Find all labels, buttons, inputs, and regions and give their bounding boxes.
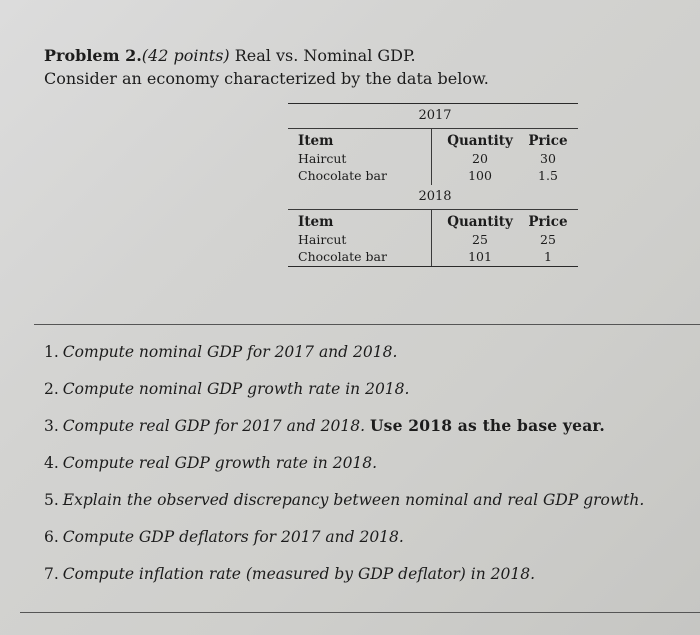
question-text: Compute nominal GDP for 2017 and 2018. (62, 343, 398, 361)
table-cell: 25 (472, 232, 488, 247)
problem-title: Real vs. Nominal GDP. (229, 46, 416, 65)
year-label-2018: 2018 (418, 189, 452, 204)
price-column-2017 (522, 133, 574, 184)
question-number: 5. (44, 491, 59, 509)
question-number: 3. (44, 417, 59, 435)
quantity-column-2017 (444, 133, 516, 184)
table-cell: Chocolate bar (298, 168, 387, 183)
table-cell: 20 (472, 151, 488, 166)
year-block-2017 (288, 129, 578, 185)
problem-title-line (44, 44, 489, 67)
table-bottom-rule (288, 266, 578, 267)
question-number: 4. (44, 454, 59, 472)
question-text: Compute real GDP growth rate in 2018. (62, 454, 378, 472)
header-item: Item (298, 214, 334, 230)
table-cell: 25 (540, 232, 556, 247)
table-cell: 101 (468, 249, 492, 264)
table-cell: Chocolate bar (298, 249, 387, 264)
header-quantity: Quantity (447, 214, 513, 230)
problem-points: (42 points) (141, 46, 230, 65)
list-item (44, 378, 644, 415)
question-number: 2. (44, 380, 59, 398)
problem-header (44, 44, 489, 90)
price-column-2018 (522, 214, 574, 265)
list-item (44, 341, 644, 378)
year-block-2018 (288, 210, 578, 266)
header-quantity: Quantity (447, 133, 513, 149)
question-text: Compute real GDP for 2017 and 2018. (62, 417, 366, 435)
list-item (44, 526, 644, 563)
column-divider (431, 129, 432, 185)
question-number: 7. (44, 565, 59, 583)
question-text: Compute GDP deflators for 2017 and 2018. (62, 528, 404, 546)
question-number: 1. (44, 343, 59, 361)
header-price: Price (528, 214, 568, 230)
question-list (44, 341, 644, 600)
data-table (288, 103, 578, 267)
column-divider (431, 210, 432, 266)
header-price: Price (528, 133, 568, 149)
problem-label: Problem 2. (44, 46, 142, 65)
question-text: Compute inflation rate (measured by GDP deflator) in 2018. (62, 565, 536, 583)
quantity-column-2018 (444, 214, 516, 265)
table-cell: 1.5 (538, 168, 558, 183)
question-text: Explain the observed discrepancy between nominal and real GDP growth. (62, 491, 645, 509)
list-item (44, 452, 644, 489)
header-item: Item (298, 133, 334, 149)
list-item (44, 489, 644, 526)
problem-intro: Consider an economy characterized by the data below. (44, 69, 489, 88)
year-label-2017: 2017 (418, 108, 452, 123)
section-divider (34, 324, 700, 325)
table-cell: 1 (544, 249, 552, 264)
table-cell: Haircut (298, 232, 347, 247)
item-column-2017 (298, 133, 387, 184)
list-item (44, 563, 644, 600)
question-text: Compute nominal GDP growth rate in 2018. (62, 380, 410, 398)
table-cell: Haircut (298, 151, 347, 166)
table-cell: 100 (468, 168, 492, 183)
bottom-divider (20, 612, 700, 613)
list-item (44, 415, 644, 452)
table-cell: 30 (540, 151, 556, 166)
question-number: 6. (44, 528, 59, 546)
item-column-2018 (298, 214, 387, 265)
base-year-emphasis: Use 2018 as the base year. (369, 416, 605, 435)
